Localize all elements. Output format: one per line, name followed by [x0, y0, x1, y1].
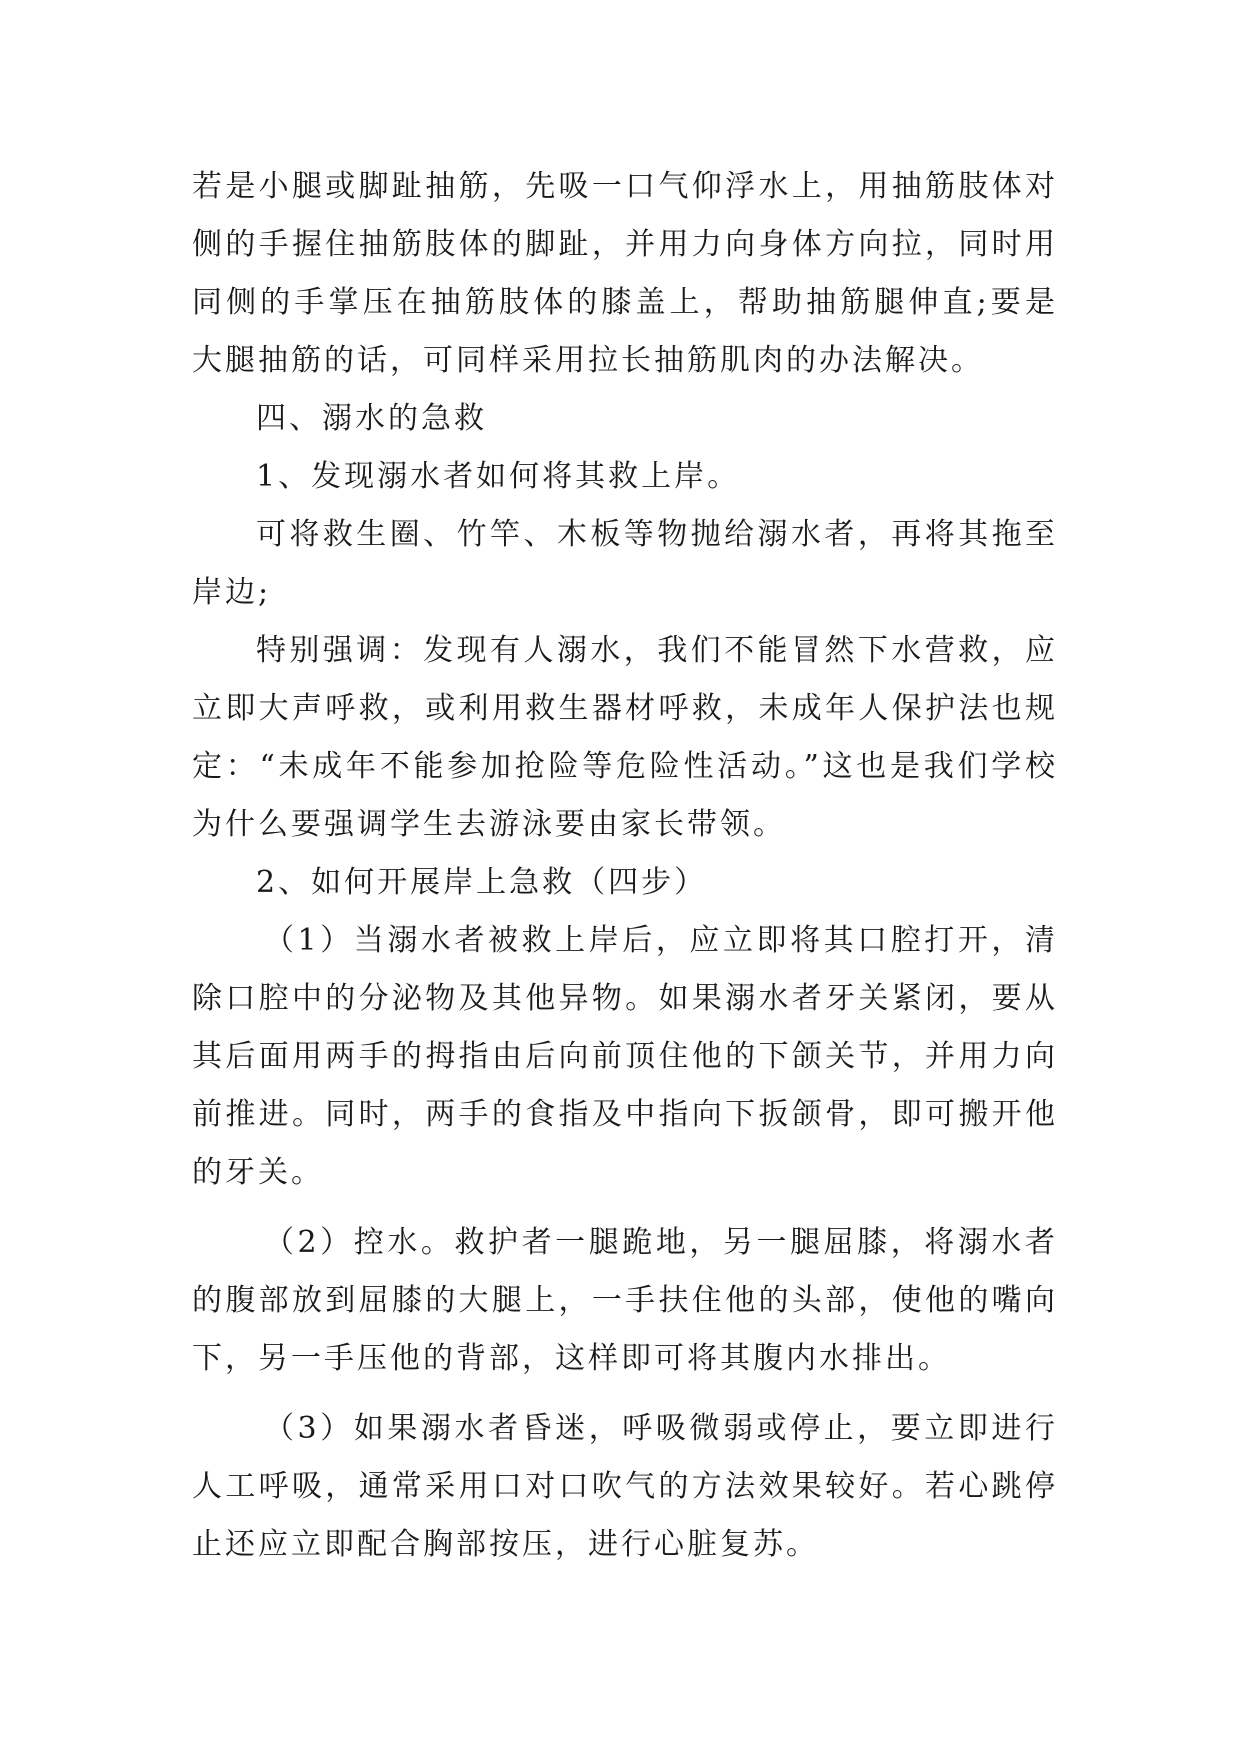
- paragraph-step-1: （1）当溺水者被救上岸后，应立即将其口腔打开，清除口腔中的分泌物及其他异物。如果溺水者牙关紧闭，要从其后面用两手的拇指由后向前顶住他的下颌关节，并用力向前推进。同时，两手的食指及中指向下扳颌骨，即可搬开他的牙关。: [192, 923, 1058, 1190]
- paragraph-step-3: （3）如果溺水者昏迷，呼吸微弱或停止，要立即进行人工呼吸，通常采用口对口吹气的方法效果较好。若心跳停止还应立即配合胸部按压，进行心脏复苏。: [192, 1411, 1058, 1562]
- paragraph-throw-flotation: 可将救生圈、竹竿、木板等物抛给溺水者，再将其拖至岸边;: [192, 517, 1058, 610]
- subheading-rescue-to-shore: 1、发现溺水者如何将其救上岸。: [256, 459, 741, 494]
- paragraph-step-2: （2）控水。救护者一腿跪地，另一腿屈膝，将溺水者的腹部放到屈膝的大腿上，一手扶住他的头部，使他的嘴向下，另一手压他的背部，这样即可将其腹内水排出。: [192, 1225, 1058, 1376]
- paragraph-leg-cramp: 若是小腿或脚趾抽筋，先吸一口气仰浮水上，用抽筋肢体对侧的手握住抽筋肢体的脚趾，并用力向身体方向拉，同时用同侧的手掌压在抽筋肢体的膝盖上，帮助抽筋腿伸直;要是大腿抽筋的话，可同样采用拉长抽筋肌肉的办法解决。: [192, 169, 1058, 378]
- document-body: [192, 158, 1058, 1574]
- subheading-shore-first-aid: 2、如何开展岸上急救（四步）: [256, 865, 708, 900]
- paragraph-special-emphasis: 特别强调：发现有人溺水，我们不能冒然下水营救，应立即大声呼救，或利用救生器材呼救，未成年人保护法也规定：“未成年不能参加抢险等危险性活动。”这也是我们学校为什么要强调学生去游泳要由家长带领。: [192, 633, 1058, 842]
- section-heading-drowning-first-aid: 四、溺水的急救: [256, 401, 487, 436]
